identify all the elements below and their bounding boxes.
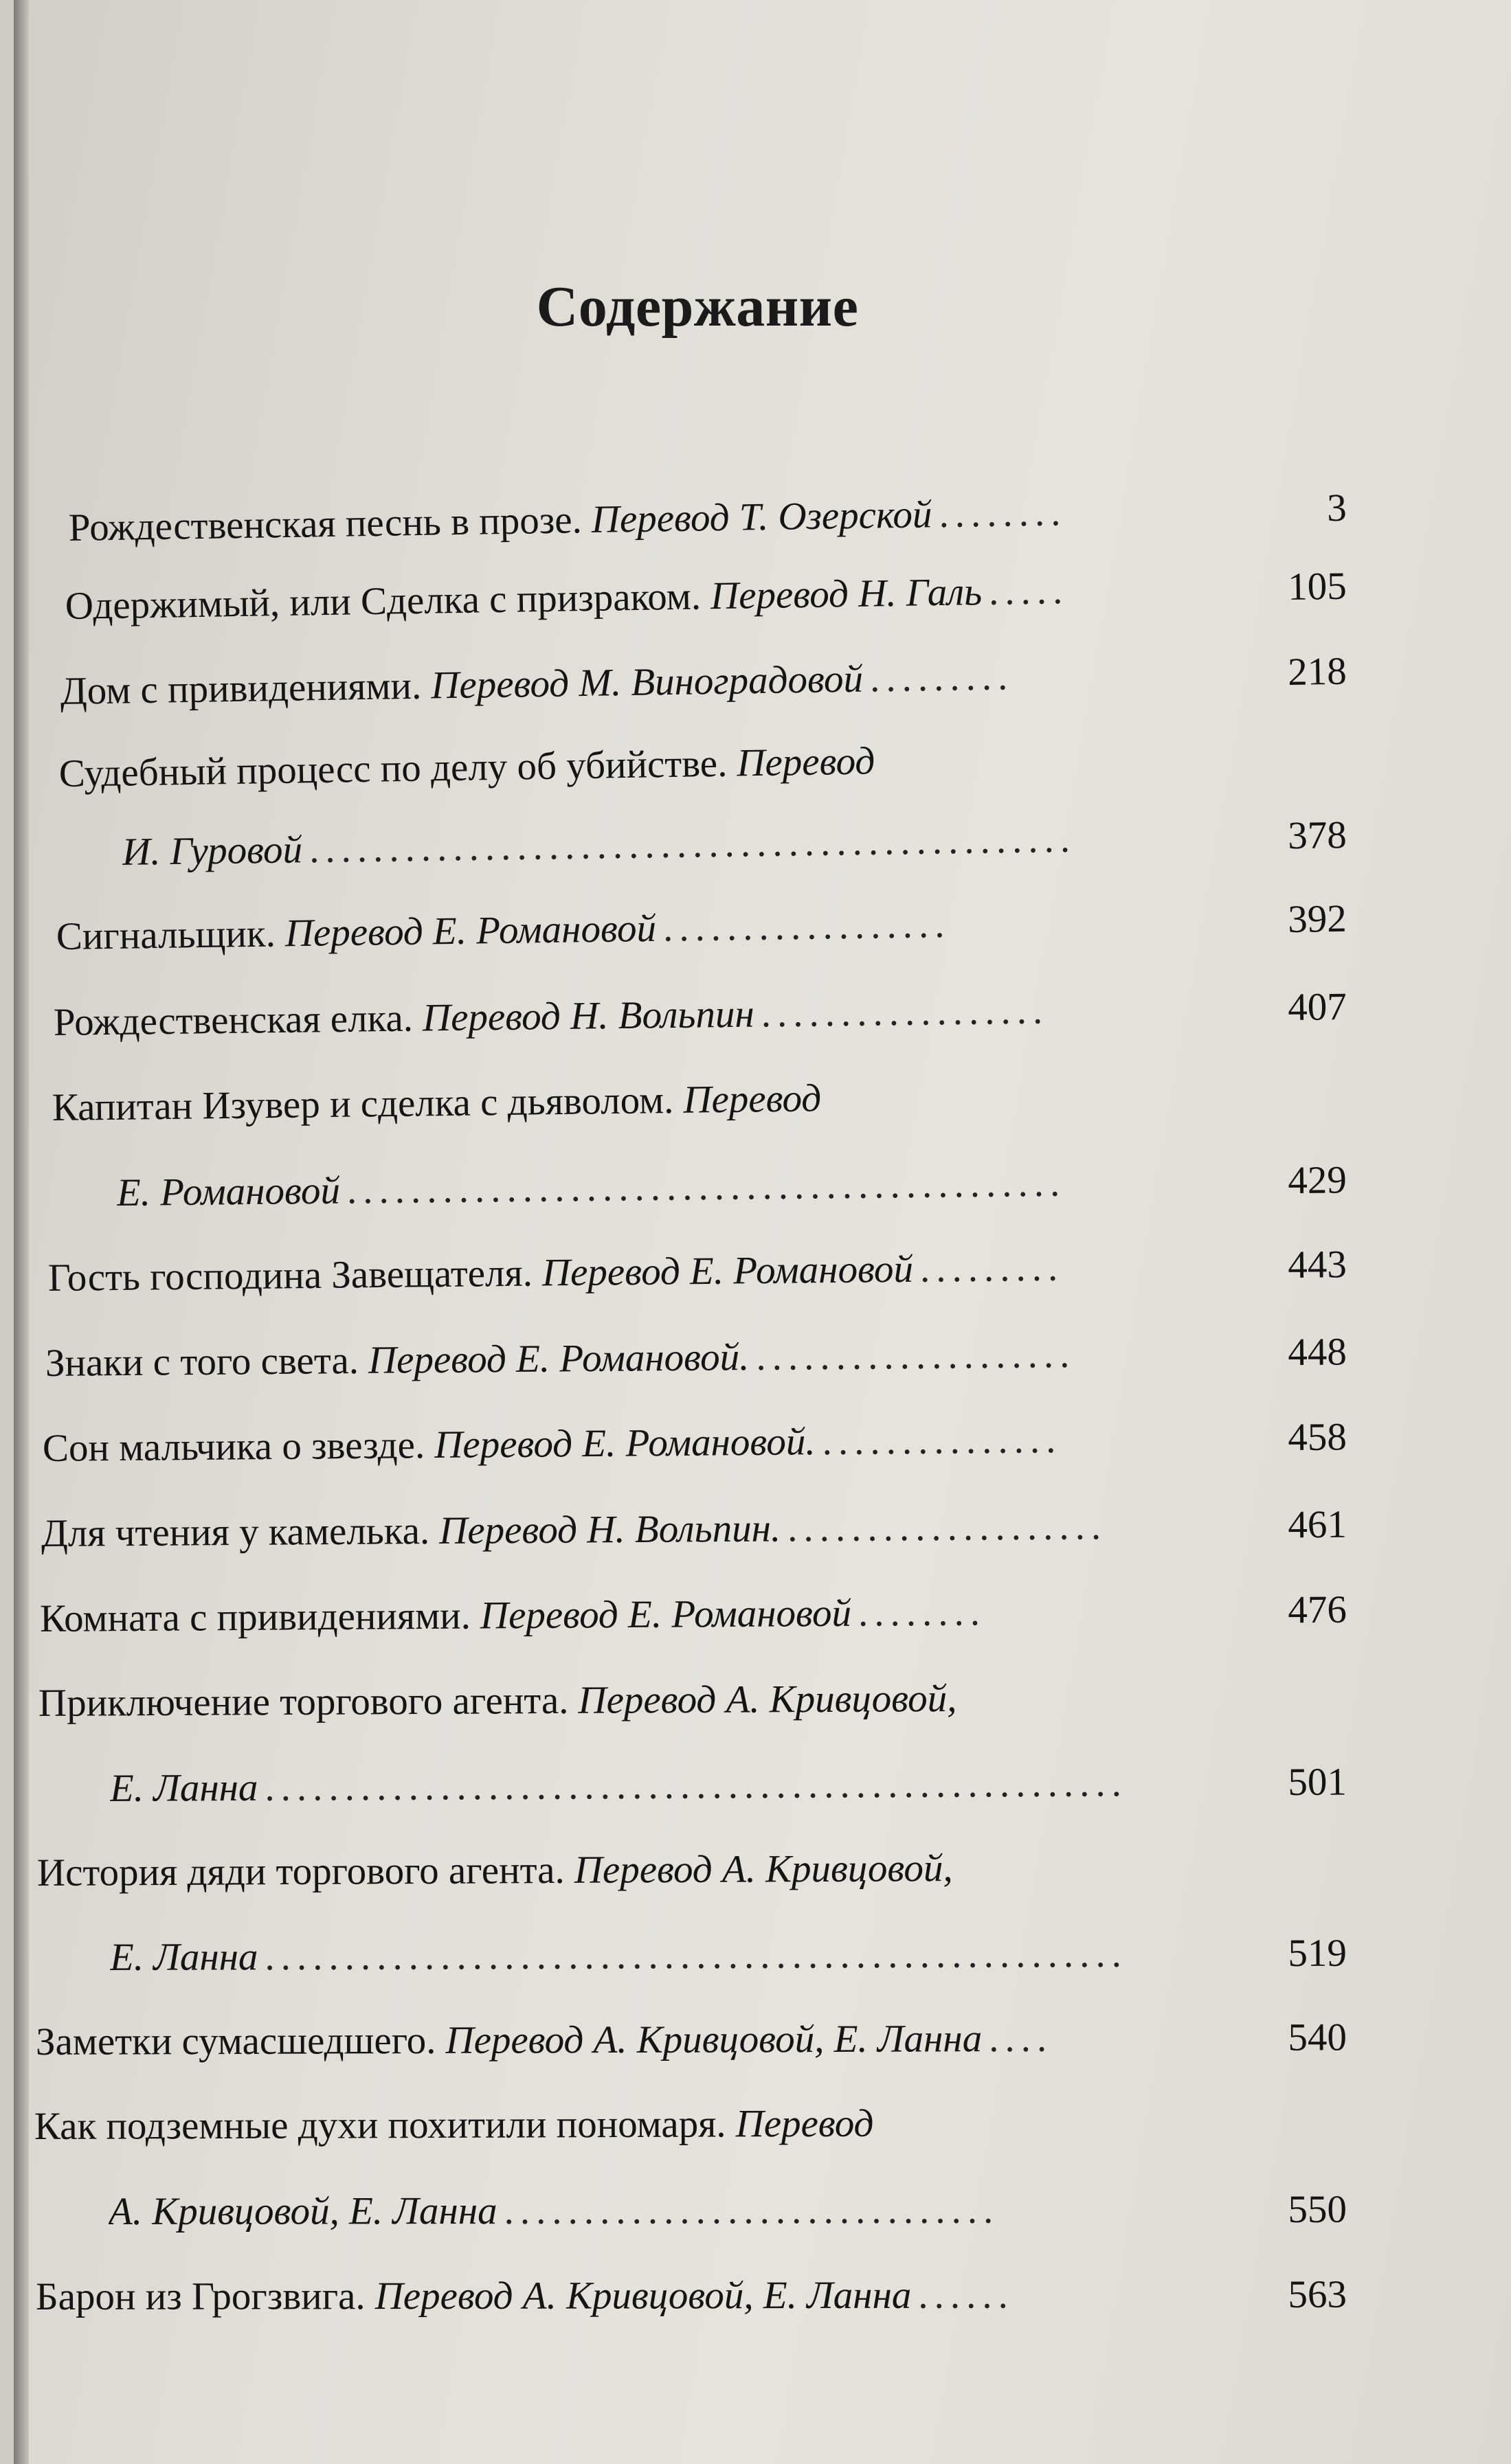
toc-entry: [34, 2100, 1209, 2159]
toc-entry-translator: Перевод Е. Романовой: [284, 906, 657, 956]
toc-entry-title: Судебный процесс по делу об убийстве.: [58, 741, 728, 795]
toc-dot-leader: ....: [989, 2016, 1053, 2061]
toc-entry: [110, 1931, 1347, 1990]
toc-entry-title: Как подземные духи похитили пономаря.: [34, 2102, 726, 2148]
toc-entry: [68, 486, 1347, 561]
toc-entry-title: Для чтения у камелька.: [41, 1509, 430, 1555]
toc-entry: [38, 1675, 1209, 1736]
toc-entry-title: Гость господина Завещателя.: [47, 1251, 533, 1300]
toc-entry-page-number: 461: [1288, 1502, 1347, 1547]
toc-entry: [48, 1242, 1347, 1311]
toc-dot-leader: ...............................: [504, 2188, 1000, 2233]
toc-entry-translator: Е. Ланна: [109, 1935, 258, 1979]
toc-entry-translator: Перевод А. Кривцовой, Е. Ланна: [445, 2017, 983, 2062]
toc-entry-title: История дяди торгового агента.: [36, 1848, 565, 1895]
toc-entry: [37, 1844, 1209, 1906]
toc-entry-translator: Перевод: [736, 739, 875, 785]
toc-entry-translator: Перевод Е. Романовой: [541, 1247, 914, 1295]
toc-entry-translator: Перевод А. Кривцовой,: [574, 1846, 953, 1892]
toc-dot-leader: ......: [918, 2273, 1014, 2317]
toc-entry-translator: Перевод: [735, 2101, 874, 2146]
toc-entry-translator: Перевод Т. Озерской: [591, 493, 932, 542]
toc-entry: [41, 1502, 1347, 1566]
toc-entry-title: Рождественская елка.: [53, 996, 414, 1044]
toc-entry-translator: Е. Романовой: [116, 1168, 341, 1214]
toc-entry-title: Рождественская песнь в прозе.: [68, 498, 583, 550]
toc-dot-leader: .............................................: [346, 1161, 1066, 1212]
toc-entry-page-number: 429: [1287, 1158, 1347, 1203]
toc-dot-leader: ......................................................: [265, 1932, 1128, 1979]
toc-entry-page-number: 540: [1288, 2015, 1347, 2059]
toc-entry-title: Комната с привидениями.: [39, 1594, 471, 1640]
toc-entry-translator: Перевод М. Виноградовой: [430, 657, 864, 708]
toc-entry: [52, 1071, 1210, 1140]
toc-entry: [65, 564, 1347, 639]
toc-entry-title: Сигнальщик.: [56, 912, 276, 958]
toc-entry: [36, 2272, 1347, 2329]
toc-entry-title: Капитан Изувер и сделка с дьяволом.: [52, 1078, 674, 1129]
toc-entry-translator: Перевод Н. Вольпин.: [438, 1506, 781, 1552]
toc-entry-translator: Перевод Е. Романовой.: [434, 1420, 816, 1467]
toc-entry-translator: А. Кривцовой, Е. Ланна: [108, 2189, 497, 2233]
toc-entry-page-number: 563: [1288, 2272, 1347, 2316]
toc-dot-leader: .........: [869, 655, 1014, 701]
toc-entry-translator: Е. Ланна: [109, 1765, 258, 1810]
toc-entry-title: Заметки сумасшедшего.: [35, 2018, 436, 2064]
toc-entry-page-number: 3: [1326, 486, 1347, 530]
toc-entry: [40, 1587, 1347, 1651]
toc-dot-leader: ...............: [822, 1418, 1062, 1464]
toc-dot-leader: ........: [858, 1590, 987, 1635]
toc-entry-translator: Перевод А. Кривцовой,: [578, 1677, 957, 1722]
toc-entry-page-number: 218: [1287, 649, 1347, 694]
toc-entry: [60, 649, 1347, 724]
toc-entry: [117, 1157, 1347, 1225]
toc-entry-page-number: 392: [1287, 896, 1347, 941]
toc-entry-page-number: 407: [1287, 985, 1347, 1030]
toc-entry-page-number: 105: [1287, 564, 1347, 609]
toc-entry-translator: Перевод Н. Вольпин: [422, 992, 755, 1040]
toc-dot-leader: ....................: [756, 1332, 1076, 1379]
toc-dot-leader: ..................: [662, 902, 951, 950]
toc-entry: [58, 734, 1209, 806]
toc-entry-title: Сон мальчика о звезде.: [42, 1423, 425, 1470]
toc-entry-page-number: 519: [1288, 1931, 1347, 1976]
toc-entry-translator: Перевод Е. Романовой: [480, 1591, 852, 1638]
toc-entry-translator: Перевод: [682, 1076, 822, 1122]
toc-entry: [122, 813, 1347, 885]
toc-entry-translator: Перевод Н. Галь: [710, 570, 983, 618]
toc-dot-leader: .....: [988, 569, 1069, 613]
toc-entry: [36, 2015, 1347, 2075]
toc-dot-leader: .........: [919, 1245, 1064, 1291]
toc-entry-title: Знаки с того света.: [45, 1339, 359, 1385]
toc-dot-leader: ..................: [761, 988, 1049, 1036]
page-title: Содержание: [536, 275, 859, 339]
toc-entry: [109, 2187, 1347, 2244]
toc-entry-translator: И. Гуровой: [122, 828, 303, 874]
toc-entry: [43, 1414, 1347, 1481]
toc-entry-title: Дом с привидениями.: [60, 664, 422, 713]
toc-dot-leader: ................................................: [309, 817, 1077, 872]
toc-dot-leader: ........: [938, 490, 1067, 536]
toc-dot-leader: ....................: [787, 1504, 1108, 1550]
toc-entry: [45, 1329, 1347, 1396]
toc-entry-page-number: 501: [1288, 1760, 1347, 1805]
toc-entry-page-number: 550: [1288, 2187, 1347, 2232]
toc-entry: [56, 896, 1347, 969]
toc-entry-page-number: 378: [1287, 813, 1347, 858]
toc-entry: [110, 1760, 1347, 1821]
toc-entry-title: Барон из Грогзвига.: [35, 2274, 366, 2318]
toc-entry-translator: Перевод А. Кривцовой, Е. Ланна: [374, 2273, 912, 2318]
toc-entry-translator: Перевод Е. Романовой.: [368, 1335, 750, 1382]
toc-entry-page-number: 448: [1288, 1330, 1347, 1375]
toc-dot-leader: ......................................................: [265, 1761, 1128, 1809]
toc-entry-page-number: 443: [1287, 1243, 1347, 1287]
toc-entry-title: Одержимый, или Сделка с призраком.: [65, 574, 702, 628]
toc-entry-page-number: 476: [1288, 1587, 1347, 1632]
toc-entry-page-number: 458: [1288, 1415, 1347, 1460]
toc-entry-title: Приключение торгового агента.: [38, 1678, 569, 1725]
toc-entry: [54, 984, 1347, 1055]
